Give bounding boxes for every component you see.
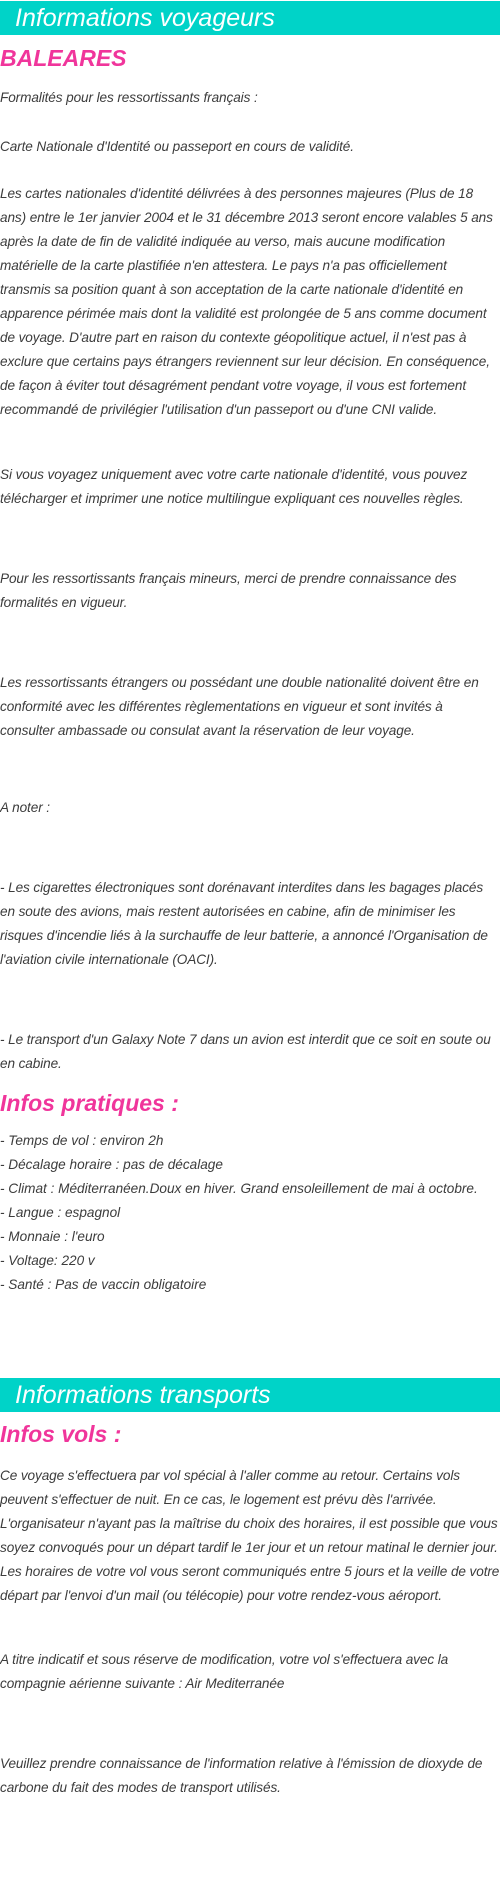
banner-title: Informations voyageurs	[15, 4, 275, 32]
list-item: - Monnaie : l'euro	[0, 1229, 105, 1244]
destination-title: BALEARES	[0, 45, 127, 71]
note-label: A noter :	[0, 800, 50, 815]
airline-text: A titre indicatif et sous réserve de modification, votre vol s'effectuera avec la compagnie aérienne suivante : Air Mediterranée	[0, 1652, 449, 1691]
practical-info-list	[0, 1129, 500, 1297]
list-item: - Temps de vol : environ 2h	[0, 1133, 164, 1148]
cni-validity-text: Les cartes nationales d'identité délivrées à des personnes majeures (Plus de 18 ans) entre le 1er janvier 2004 et le 31 décembre 2013 seront encore valables 5 ans après la date de fin de validité indiquée au verso, mais aucune modification matérielle de la carte plastifiée n'en attestera. Le pays n'a pas officiellement transmis sa position quant à son acceptation de la carte nationale d'identité en apparence périmée mais dont la validité est prolongée de 5 ans comme document de voyage. D'autre part en raison du contexte géopolitique actuel, il n'est pas à exclure que certains pays étrangers reviennent sur leur décision. En conséquence, de façon à éviter tout désagrément pendant votre voyage, il vous est fortement recommandé de privilégier l'utilisation d'un passeport ou d'une CNI valide.	[0, 186, 493, 417]
infos-pratiques-heading: Infos pratiques :	[0, 1090, 179, 1116]
co2-information-text: Veuillez prendre connaissance de l'information relative à l'émission de dioxyde de carbone du fait des modes de transport utilisés.	[0, 1756, 483, 1795]
minors-formalities-text: Pour les ressortissants français mineurs, merci de prendre connaissance des formalités en vigueur.	[0, 571, 457, 610]
banner-informations-voyageurs	[0, 1, 500, 35]
flight-info-text: Ce voyage s'effectuera par vol spécial à l'aller comme au retour. Certains vols peuvent s'effectuer de nuit. En ce cas, le logement est prévu dès l'arrivée. L'organisateur n'ayant pas la maîtrise du choix des horaires, il est possible que vous soyez convoqués pour un départ tardif le 1er jour et un retour matinal le dernier jour. Les horaires de votre vol vous seront communiqués entre 5 jours et la veille de votre départ par l'envoi d'un mail (ou télécopie) pour votre rendez-vous aéroport.	[0, 1468, 500, 1603]
multilingual-notice-text: Si vous voyagez uniquement avec votre carte nationale d'identité, vous pouvez télécharger et imprimer une notice multilingue expliquant ces nouvelles règles.	[0, 467, 468, 506]
foreigners-text: Les ressortissants étrangers ou possédant une double nationalité doivent être en conformité avec les différentes règlementations en vigueur et sont invités à consulter ambassade ou consulat avant la réservation de leur voyage.	[0, 675, 479, 738]
id-document-text: Carte Nationale d'Identité ou passeport en cours de validité.	[0, 139, 354, 154]
list-item: - Climat : Méditerranéen.Doux en hiver. Grand ensoleillement de mai à octobre.	[0, 1181, 478, 1196]
banner-informations-transports	[0, 1378, 500, 1412]
list-item: - Langue : espagnol	[0, 1205, 121, 1220]
formalities-intro: Formalités pour les ressortissants français :	[0, 90, 258, 105]
list-item: - Décalage horaire : pas de décalage	[0, 1157, 223, 1172]
infos-vols-heading: Infos vols :	[0, 1421, 122, 1447]
list-item: - Santé : Pas de vaccin obligatoire	[0, 1277, 207, 1292]
list-item: - Voltage: 220 v	[0, 1253, 95, 1268]
note-electronic-cigarettes: - Les cigarettes électroniques sont dorénavant interdites dans les bagages placés en soute des avions, mais restent autorisées en cabine, afin de minimiser les risques d'incendie liés à la surchauffe de leur batterie, a annoncé l'Organisation de l'aviation civile internationale (OACI).	[0, 880, 488, 967]
banner-title: Informations transports	[15, 1381, 271, 1409]
note-galaxy-note-7: - Le transport d'un Galaxy Note 7 dans un avion est interdit que ce soit en soute ou en cabine.	[0, 1032, 491, 1071]
